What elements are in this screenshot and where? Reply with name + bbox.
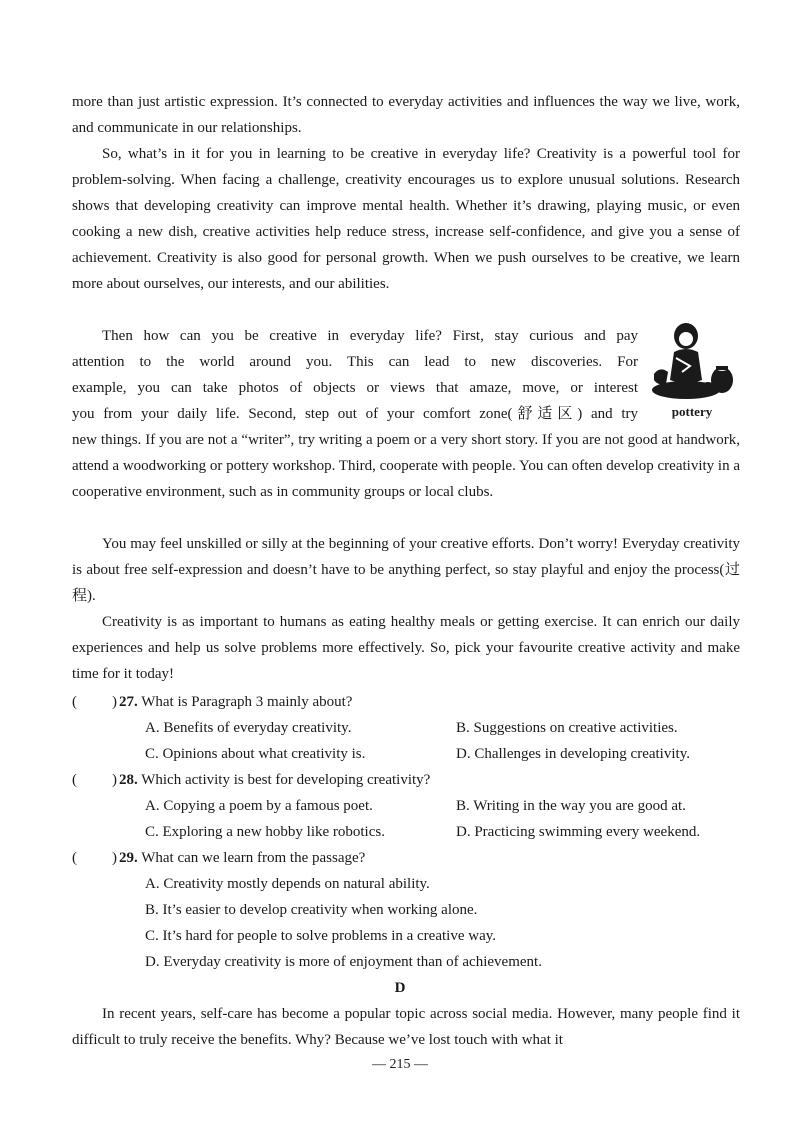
option-b: B. Suggestions on creative activities. <box>456 720 678 736</box>
pottery-illustration <box>644 322 740 432</box>
answer-paren-close: ) <box>112 772 117 788</box>
section-d-text: In recent years, self-care has become a popular topic across social media. However, many people find it difficult to truly receive the benefits. Why? Because we’ve lost touch with what it <box>72 1006 740 1048</box>
paragraph-3-rest: new things. If you are not a “writer”, try writing a poem or a very short story. If you are not good at handwork, attend a woodworking or pottery workshop. Third, cooperate with people. You can often develop creativity in a cooperative environment, such as in community groups or local clubs. <box>72 432 740 500</box>
paragraph-2 <box>72 141 740 297</box>
paragraph-3-line-1: Then how can you be creative in everyday life? First, stay curious and pay <box>102 328 638 344</box>
paragraph-3-line-3: example, you can take photos of objects or views that amaze, move, or interest <box>72 380 638 396</box>
option-a: A. Creativity mostly depends on natural ability. <box>145 876 430 892</box>
paragraph-1-text: more than just artistic expression. It’s connected to everyday activities and influences the way we live, work, and communicate in our relationships. <box>72 94 740 136</box>
option-c: C. Opinions about what creativity is. <box>145 746 366 762</box>
paragraph-1 <box>72 89 740 141</box>
question-stem <box>119 845 365 871</box>
option-b: B. It’s easier to develop creativity when working alone. <box>145 902 478 918</box>
option-d: D. Practicing swimming every weekend. <box>456 824 701 840</box>
question-number: 27. <box>119 694 138 710</box>
paragraph-3-wrapped-lines <box>72 323 638 427</box>
question-number: 28. <box>119 772 138 788</box>
pottery-caption: pottery <box>671 404 713 419</box>
pottery-figure-icon <box>646 322 738 402</box>
option-d: D. Challenges in developing creativity. <box>456 746 690 762</box>
option-b: B. Writing in the way you are good at. <box>456 798 686 814</box>
question-text: What can we learn from the passage? <box>141 850 366 866</box>
option-c: C. It’s hard for people to solve problems in a creative way. <box>145 928 497 944</box>
paragraph-5-text: Creativity is as important to humans as eating healthy meals or getting exercise. It can enrich our daily experiences and help us solve problems more effectively. So, pick your favourite creative activity and make time for it today! <box>72 614 740 682</box>
answer-paren-open: ( <box>72 772 77 788</box>
option-c: C. Exploring a new hobby like robotics. <box>145 824 385 840</box>
option-a: A. Benefits of everyday creativity. <box>145 720 352 736</box>
paragraph-4 <box>72 531 740 609</box>
paragraph-2-text: So, what’s in it for you in learning to be creative in everyday life? Creativity is a powerful tool for problem-solving. When facing a challenge, creativity encourages us to explore unusual solutions. Research shows that developing creativity can improve mental health. Whether it’s drawing, playing music, or even cooking a new dish, creative activities help reduce stress, increase self-confidence, and give you a sense of achievement. Creativity is also good for personal growth. When we push ourselves to be creative, we learn more about ourselves, our interests, and our abilities. <box>72 146 740 292</box>
option-a: A. Copying a poem by a famous poet. <box>145 798 373 814</box>
answer-paren-open: ( <box>72 850 77 866</box>
answer-paren-open: ( <box>72 694 77 710</box>
paragraph-5 <box>72 609 740 687</box>
answer-paren-close: ) <box>112 850 117 866</box>
option-d: D. Everyday creativity is more of enjoyment than of achievement. <box>145 954 542 970</box>
question-text: Which activity is best for developing creativity? <box>141 772 431 788</box>
section-d-paragraph <box>72 1001 740 1053</box>
question-number: 29. <box>119 850 138 866</box>
question-text: What is Paragraph 3 mainly about? <box>141 694 353 710</box>
answer-paren-close: ) <box>112 694 117 710</box>
page-number: — 215 — <box>372 1057 428 1072</box>
section-heading: D <box>394 980 406 996</box>
question-stem <box>119 767 430 793</box>
paragraph-3-line-2: attention to the world around you. This can lead to new discoveries. For <box>72 354 638 370</box>
paragraph-3-line-4: you from your daily life. Second, step out of your comfort zone(舒适区) and try <box>72 406 638 422</box>
paragraph-3 <box>72 323 740 505</box>
question-stem <box>119 689 352 715</box>
paragraph-4-text: You may feel unskilled or silly at the beginning of your creative efforts. Don’t worry! Everyday creativity is about free self-expression and doesn’t have to be anything perfect, so stay playful and enjoy the process(过程). <box>72 536 740 604</box>
